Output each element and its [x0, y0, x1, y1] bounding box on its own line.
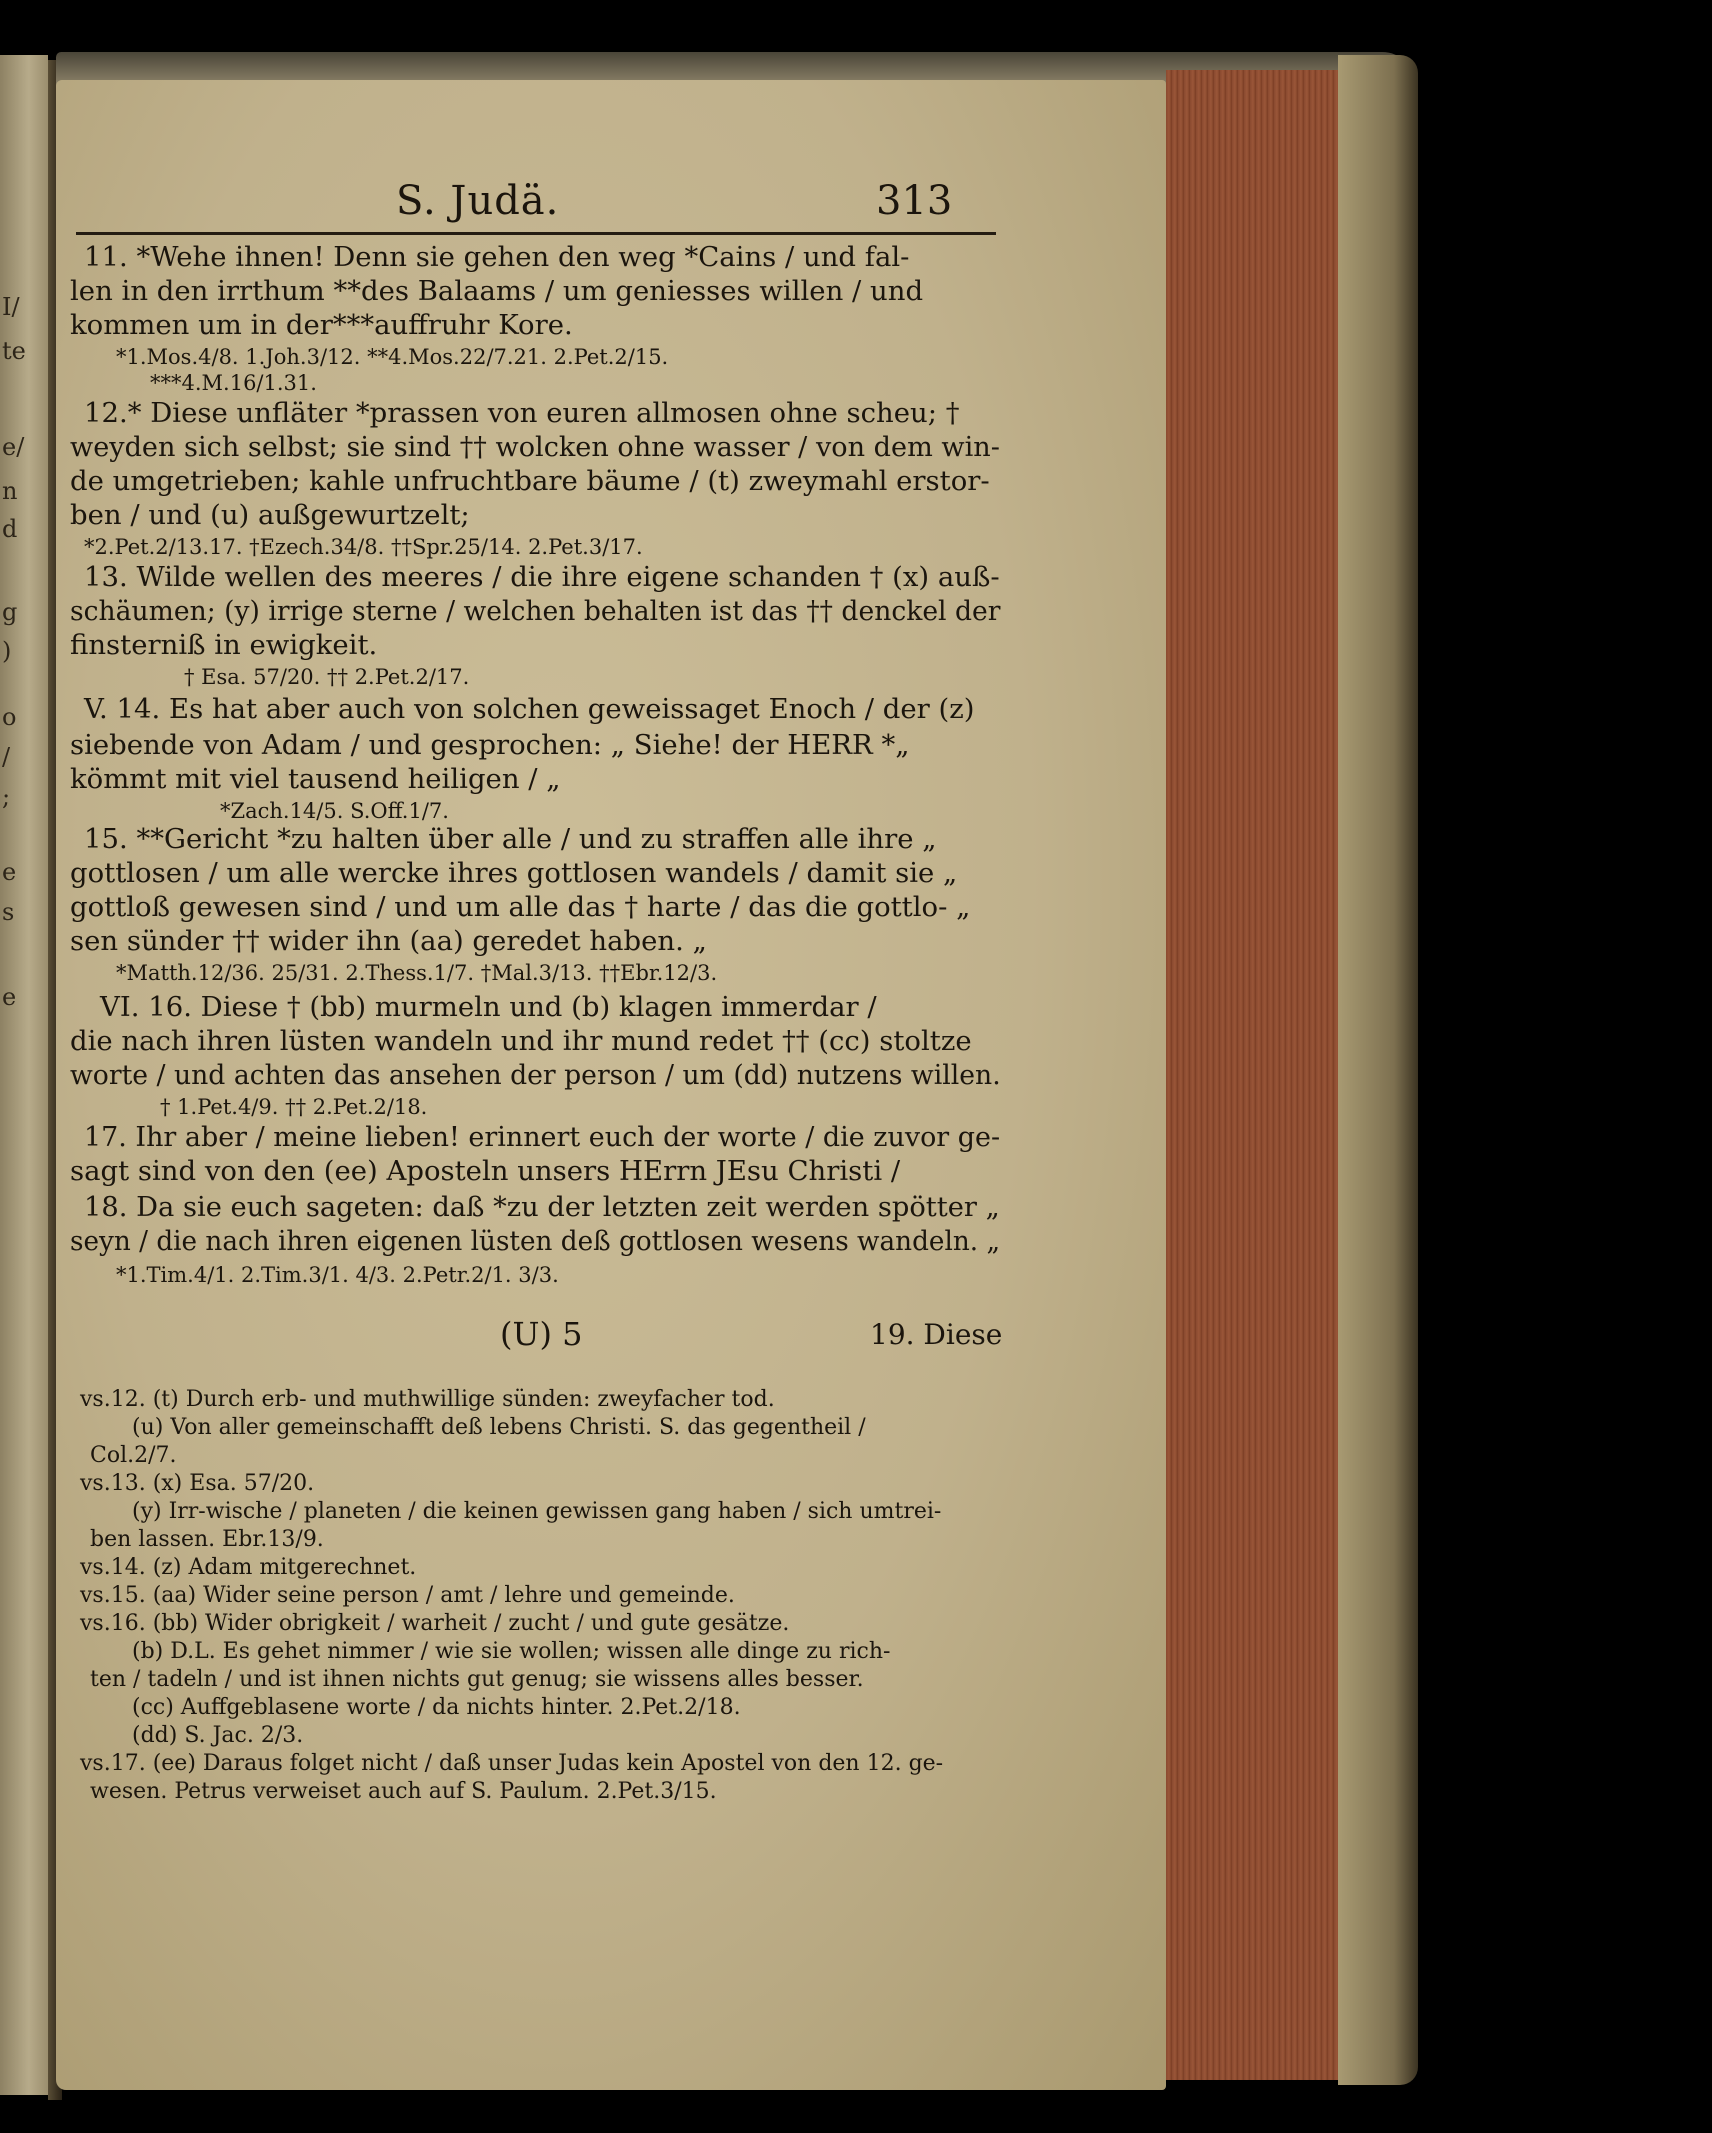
text-line: gottloß gewesen sind / und um alle das † harte / das die gottlo- „ — [70, 891, 971, 923]
text-line: siebende von Adam / und gesprochen: „ Siehe! der HERR *„ — [70, 729, 910, 761]
note-line: Col.2/7. — [90, 1443, 177, 1468]
prev-fragment: te — [2, 337, 26, 365]
prev-fragment: I/ — [2, 293, 20, 321]
text-line: sen sünder †† wider ihn (aa) geredet haben. „ — [70, 925, 707, 957]
text-line: ben / und (u) außgewurtzelt; — [70, 499, 470, 531]
text-line: kömmt mit viel tausend heiligen / „ — [70, 763, 561, 795]
note-line: vs.12. (t) Durch erb- und muthwillige sünden: zweyfacher tod. — [80, 1387, 775, 1412]
note-line: wesen. Petrus verweiset auch auf S. Paulum. 2.Pet.3/15. — [90, 1779, 717, 1804]
prev-fragment: ; — [2, 783, 11, 811]
signature-mark: (U) 5 — [500, 1315, 583, 1353]
text-line: seyn / die nach ihren eigenen lüsten deß gottlosen wesens wandeln. „ — [70, 1225, 1001, 1257]
page-block-edges — [1166, 70, 1348, 2080]
book-binding — [1338, 55, 1418, 2085]
reference-line: *2.Pet.2/13.17. †Ezech.34/8. ††Spr.25/14. 2.Pet.3/17. — [84, 535, 643, 559]
note-line: (u) Von aller gemeinschafft deß lebens Christi. S. das gegentheil / — [132, 1415, 866, 1440]
prev-fragment: n — [2, 477, 18, 505]
text-line: die nach ihren lüsten wandeln und ihr mund redet †† (cc) stoltze — [70, 1025, 972, 1057]
reference-line: ***4.M.16/1.31. — [150, 371, 317, 395]
page-title: S. Judä. — [396, 178, 560, 224]
note-line: (dd) S. Jac. 2/3. — [132, 1723, 304, 1748]
prev-fragment: e/ — [2, 433, 25, 461]
note-line: vs.16. (bb) Wider obrigkeit / warheit / zucht / und gute gesätze. — [80, 1611, 790, 1636]
prev-fragment: e — [2, 983, 17, 1011]
text-line: 18. Da sie euch sageten: daß *zu der letzten zeit werden spötter „ — [84, 1191, 1000, 1223]
prev-fragment: d — [2, 515, 18, 543]
text-line: weyden sich selbst; sie sind †† wolcken ohne wasser / von dem win- — [70, 431, 1000, 463]
reference-line: *Zach.14/5. S.Off.1/7. — [220, 799, 449, 823]
reference-line: † Esa. 57/20. †† 2.Pet.2/17. — [184, 665, 470, 689]
text-line: de umgetrieben; kahle unfruchtbare bäume / (t) zweymahl erstor- — [70, 465, 990, 497]
page-number: 313 — [876, 178, 953, 224]
text-line: kommen um in der***auffruhr Kore. — [70, 309, 573, 341]
prev-fragment: e — [2, 858, 17, 886]
reference-line: † 1.Pet.4/9. †† 2.Pet.2/18. — [160, 1095, 428, 1119]
note-line: ben lassen. Ebr.13/9. — [90, 1527, 324, 1552]
text-line: finsterniß in ewigkeit. — [70, 629, 378, 661]
prev-fragment: ) — [2, 637, 12, 665]
note-line: (b) D.L. Es gehet nimmer / wie sie wollen; wissen alle dinge zu rich- — [132, 1639, 891, 1664]
text-line: 11. *Wehe ihnen! Denn sie gehen den weg *Cains / und fal- — [84, 241, 910, 273]
note-line: vs.17. (ee) Daraus folget nicht / daß unser Judas kein Apostel von den 12. ge- — [80, 1751, 944, 1776]
note-line: vs.14. (z) Adam mitgerechnet. — [80, 1555, 417, 1580]
reference-line: *Matth.12/36. 25/31. 2.Thess.1/7. †Mal.3/13. ††Ebr.12/3. — [116, 961, 718, 985]
note-line: vs.13. (x) Esa. 57/20. — [80, 1471, 315, 1496]
previous-page-edge — [0, 55, 48, 2095]
text-line: 12.* Diese unfläter *prassen von euren allmosen ohne scheu; † — [84, 397, 960, 429]
note-line: ten / tadeln / und ist ihnen nichts gut genug; sie wissens alles besser. — [90, 1667, 864, 1692]
prev-fragment: o — [2, 703, 17, 731]
text-line: schäumen; (y) irrige sterne / welchen behalten ist das †† denckel der — [70, 595, 1001, 627]
reference-line: *1.Mos.4/8. 1.Joh.3/12. **4.Mos.22/7.21. 2.Pet.2/15. — [116, 345, 669, 369]
running-head — [76, 178, 996, 230]
text-line: worte / und achten das ansehen der person / um (dd) nutzens willen. — [70, 1059, 1001, 1091]
text-line: sagt sind von den (ee) Aposteln unsers HErrn JEsu Christi / — [70, 1155, 901, 1187]
text-line: gottlosen / um alle wercke ihres gottlosen wandels / damit sie „ — [70, 857, 958, 889]
reference-line: *1.Tim.4/1. 2.Tim.3/1. 4/3. 2.Petr.2/1. 3/3. — [116, 1263, 559, 1287]
text-line: 15. **Gericht *zu halten über alle / und zu straffen alle ihre „ — [84, 823, 937, 855]
note-line: (y) Irr-wische / planeten / die keinen gewissen gang haben / sich umtrei- — [132, 1499, 942, 1524]
note-line: (cc) Auffgeblasene worte / da nichts hinter. 2.Pet.2/18. — [132, 1695, 741, 1720]
prev-fragment: g — [2, 598, 18, 626]
text-line: 17. Ihr aber / meine lieben! erinnert euch der worte / die zuvor ge- — [84, 1121, 1001, 1153]
note-line: vs.15. (aa) Wider seine person / amt / lehre und gemeinde. — [80, 1583, 735, 1608]
text-line: VI. 16. Diese † (bb) murmeln und (b) klagen immerdar / — [100, 991, 877, 1023]
text-line: len in den irrthum **des Balaams / um geniesses willen / und — [70, 275, 924, 307]
text-line: 13. Wilde wellen des meeres / die ihre eigene schanden † (x) auß- — [84, 561, 1000, 593]
prev-fragment: s — [2, 898, 15, 926]
catchword: 19. Diese — [870, 1318, 1003, 1351]
prev-fragment: / — [2, 743, 11, 771]
header-rule — [76, 232, 996, 235]
text-line: V. 14. Es hat aber auch von solchen geweissaget Enoch / der (z) — [84, 693, 975, 725]
